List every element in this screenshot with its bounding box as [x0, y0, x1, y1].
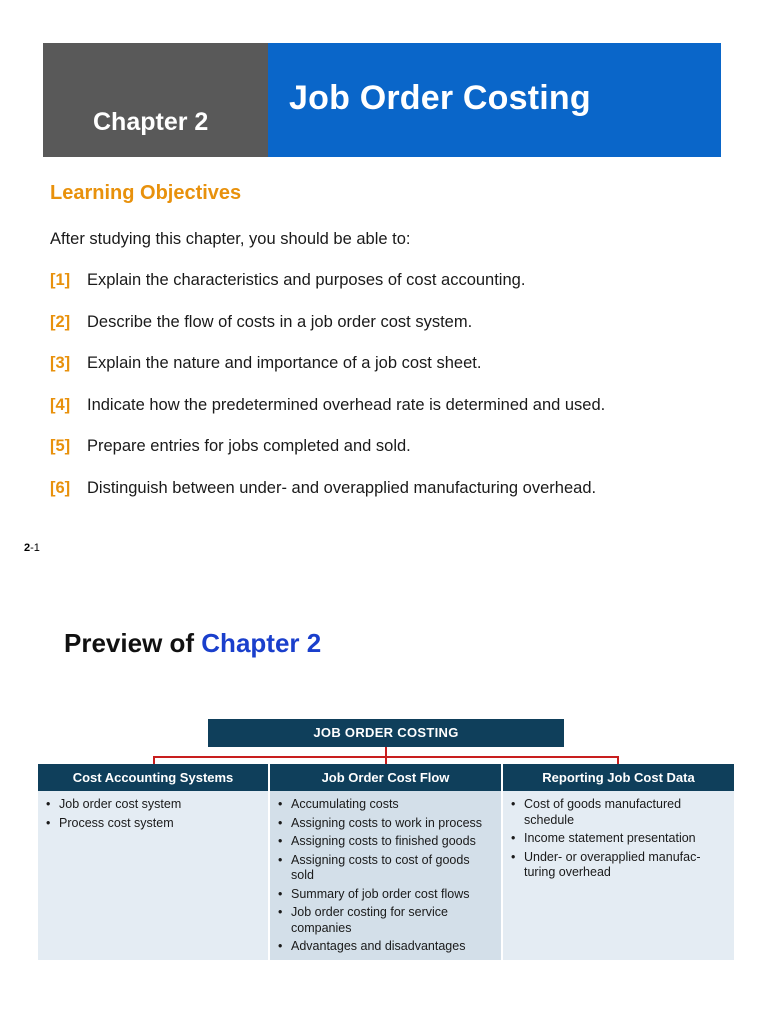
objective-text: Describe the flow of costs in a job order cost system.	[87, 313, 473, 331]
chapter-label: Chapter 2	[93, 108, 209, 136]
objective-text: Prepare entries for jobs completed and sold.	[87, 437, 411, 455]
column-heading-reporting-job-cost-data: Reporting Job Cost Data	[503, 764, 734, 791]
objective-text: Explain the nature and importance of a job cost sheet.	[87, 354, 482, 372]
list-item: • Advantages and disadvantages	[278, 939, 495, 955]
preview-title-prefix: Preview of	[64, 628, 202, 658]
list-item: • Accumulating costs	[278, 797, 495, 813]
preview-title	[64, 628, 321, 659]
objective-5	[50, 437, 411, 456]
objective-1	[50, 271, 525, 290]
objective-number: [6]	[50, 479, 71, 497]
list-item: • Under- or overapplied manufac-turing overhead	[511, 850, 728, 881]
page-title: Job Order Costing	[289, 79, 591, 117]
objective-number: [4]	[50, 396, 71, 414]
list-item: • Summary of job order cost flows	[278, 887, 495, 903]
column-heading-job-order-cost-flow: Job Order Cost Flow	[270, 764, 501, 791]
objective-2	[50, 313, 472, 332]
objective-text: Distinguish between under- and overapplied manufacturing overhead.	[87, 479, 597, 497]
diagram-root: JOB ORDER COSTING	[208, 719, 564, 747]
page-number	[24, 542, 40, 554]
list-item: • Process cost system	[46, 816, 262, 832]
objective-4	[50, 396, 605, 415]
column-body-job-order-cost-flow	[270, 791, 501, 960]
objective-6	[50, 479, 596, 498]
objective-text: Explain the characteristics and purposes of cost accounting.	[87, 271, 526, 289]
connector-middle	[385, 756, 387, 764]
list-item: • Job order cost system	[46, 797, 262, 813]
list-item: • Assigning costs to work in process	[278, 816, 495, 832]
learning-objectives-heading: Learning Objectives	[50, 182, 242, 204]
objective-text: Indicate how the predetermined overhead rate is determined and used.	[87, 396, 606, 414]
objective-3	[50, 354, 481, 373]
objective-number: [1]	[50, 271, 71, 289]
objective-number: [5]	[50, 437, 71, 455]
objective-number: [2]	[50, 313, 71, 331]
chapter-banner	[43, 43, 268, 157]
page-number-chapter: 2	[24, 542, 31, 554]
connector-right	[617, 756, 619, 764]
list-item: • Income statement presentation	[511, 831, 728, 847]
objective-number: [3]	[50, 354, 71, 372]
list-item: • Job order costing for service companies	[278, 905, 495, 936]
preview-title-highlight: Chapter 2	[201, 628, 322, 658]
learning-objectives-intro: After studying this chapter, you should be able to:	[50, 230, 411, 248]
list-item: • Assigning costs to cost of goods sold	[278, 853, 495, 884]
column-heading-cost-accounting-systems: Cost Accounting Systems	[38, 764, 268, 791]
connector-left	[153, 756, 155, 764]
column-body-cost-accounting-systems	[38, 791, 268, 960]
column-body-reporting-job-cost-data	[503, 791, 734, 960]
list-item: • Assigning costs to finished goods	[278, 834, 495, 850]
page-number-page: -1	[30, 542, 40, 554]
list-item: • Cost of goods manufactured schedule	[511, 797, 728, 828]
